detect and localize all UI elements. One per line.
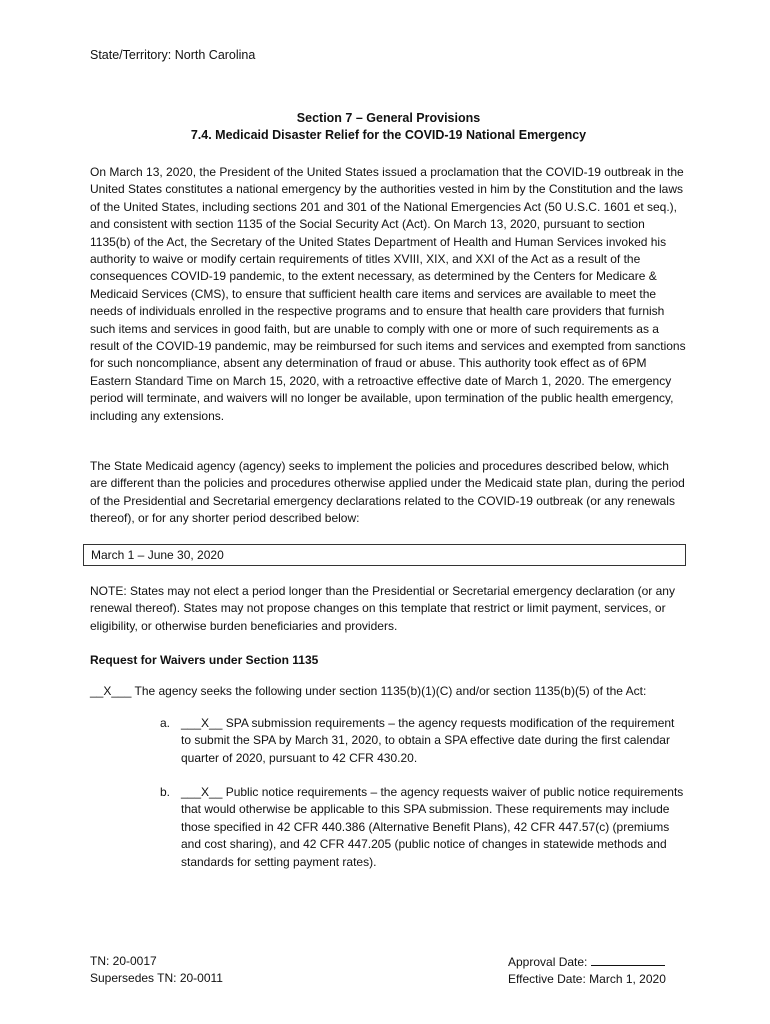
intro-paragraph: On March 13, 2020, the President of the United States issued a proclamation that the COVID-19 outbreak in the United States constitutes a national emergency by the authorities vested in him by the Constitution and the laws of the United States, including sections 201 and 301 of the National Emergencies Act (50 U.S.C. 1601 et seq.), and consistent with section 1135 of the Social Security Act (Act). On March 13, 2020, pursuant to section 1135(b) of the Act, the Secretary of the United States Department of Health and Human Services invoked his authority to waive or modify certain requirements of titles XVIII, XIX, and XXI of the Act as a result of the consequences COVID-19 pandemic, to the extent necessary, as determined by the Centers for Medicare & Medicaid Services (CMS), to ensure that sufficient health care items and services are available to meet the needs of individuals enrolled in the respective programs and to ensure that health care providers that furnish such items and services in good faith, but are unable to comply with one or more of such requirements as a result of the COVID-19 pandemic, may be reimbursed for such items and services and exempted from sanctions for such noncompliance, absent any determination of fraud or abuse. This authority took effect as of 6PM Eastern Standard Time on March 15, 2020, with a retroactive effective date of March 1, 2020. The emergency period will terminate, and waivers will no longer be available, upon termination of the public health emergency, including any extensions. xyxy=(90,165,686,423)
period-value: March 1 – June 30, 2020 xyxy=(91,548,224,562)
note-paragraph: NOTE: States may not elect a period longer than the Presidential or Secretarial emergency declaration (or any renewal thereof). States may not propose changes on this template that restrict or limit payment, services, or eligibility, or otherwise burden beneficiaries and providers. xyxy=(90,584,675,633)
supersedes-number: Supersedes TN: 20-0011 xyxy=(90,971,223,986)
transmittal-number: TN: 20-0017 xyxy=(90,954,157,968)
waiver-item-label: a. xyxy=(160,716,171,730)
approval-date-label: Approval Date: xyxy=(508,955,591,969)
period-field xyxy=(83,544,686,566)
footer-left xyxy=(90,953,223,988)
state-territory-header: State/Territory: North Carolina xyxy=(90,48,256,62)
waivers-heading: Request for Waivers under Section 1135 xyxy=(90,653,319,667)
agency-waiver-line: __X___ The agency seeks the following under section 1135(b)(1)(C) and/or section 1135(b)(5) of the Act: xyxy=(90,684,647,698)
effective-date: Effective Date: March 1, 2020 xyxy=(508,972,666,987)
approval-date-blank xyxy=(591,953,665,966)
waiver-item-label: b. xyxy=(160,785,171,799)
waiver-item-text: ___X__ SPA submission requirements – the agency requests modification of the requirement to submit the SPA by March 31, 2020, to obtain a SPA effective date during the first calendar quarter of 2020, pursuant to 42 CFR 430.20. xyxy=(181,716,675,765)
section-title: Section 7 – General Provisions xyxy=(296,111,481,125)
waiver-item-text: ___X__ Public notice requirements – the agency requests waiver of public notice requirements that would otherwise be applicable to this SPA submission. These requirements may include those specified in 42 CFR 440.386 (Alternative Benefit Plans), 42 CFR 447.57(c) (premiums and cost sharing), and 42 CFR 447.205 (public notice of changes in statewide methods and standards for setting payment rates). xyxy=(181,785,684,869)
footer-right xyxy=(508,953,666,989)
agency-paragraph: The State Medicaid agency (agency) seeks to implement the policies and procedures described below, which are different than the policies and procedures otherwise applied under the Medicaid state plan, during the period of the Presidential and Secretarial emergency declarations related to the COVID-19 outbreak (or any renewals thereof), or for any shorter period described below: xyxy=(90,459,685,526)
subsection-title: 7.4. Medicaid Disaster Relief for the COVID-19 National Emergency xyxy=(190,128,587,142)
approval-date-line xyxy=(508,953,666,971)
